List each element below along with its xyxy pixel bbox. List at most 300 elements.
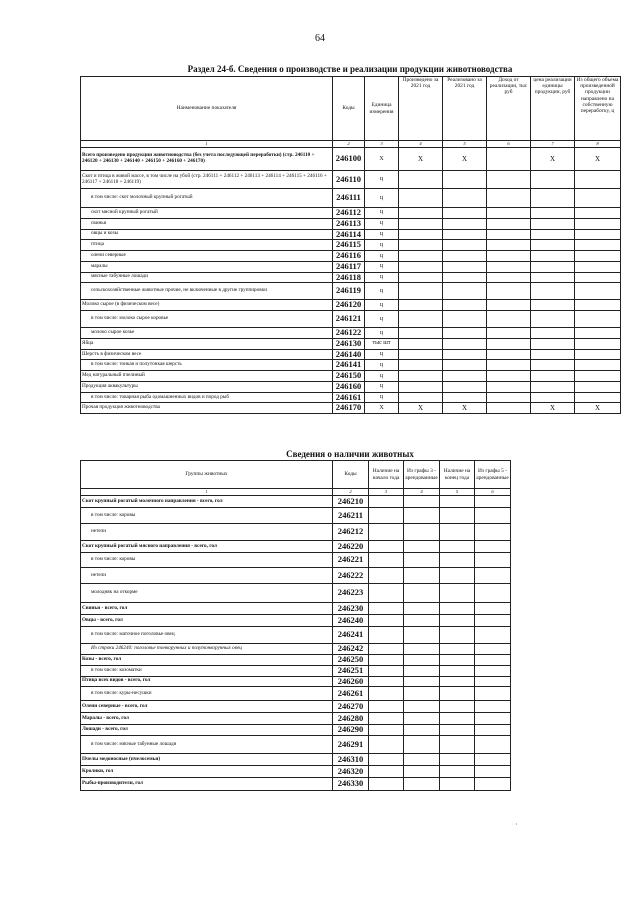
row-code: 246160: [333, 381, 365, 392]
row-name: Яйца: [81, 338, 333, 349]
row-produced-cell[interactable]: [399, 272, 443, 283]
row-value-cell[interactable]: [475, 568, 511, 584]
row-share-cell[interactable]: [575, 171, 621, 189]
row-value-cell[interactable]: [404, 778, 440, 791]
row-value-cell[interactable]: [440, 766, 475, 778]
row-income-cell[interactable]: [487, 360, 531, 371]
row-value-cell[interactable]: [475, 603, 511, 615]
row-price-cell[interactable]: [531, 392, 575, 403]
row-share-cell[interactable]: [575, 338, 621, 349]
row-value-cell[interactable]: [404, 725, 440, 736]
footer-mark: ·: [515, 820, 518, 829]
row-value-cell[interactable]: [475, 541, 511, 553]
row-produced-cell[interactable]: [399, 240, 443, 251]
row-name: в том числе: коровы: [81, 553, 333, 568]
row-produced-cell[interactable]: [399, 171, 443, 189]
row-price-cell[interactable]: [531, 240, 575, 251]
column-number: 1: [81, 489, 333, 496]
row-value-cell[interactable]: [440, 701, 475, 713]
row-code: 246330: [333, 778, 369, 791]
row-value-cell[interactable]: [404, 687, 440, 701]
row-value-cell[interactable]: [440, 508, 475, 524]
row-income-cell[interactable]: [487, 261, 531, 272]
table-row: [81, 148, 621, 171]
row-share-cell[interactable]: [575, 208, 621, 219]
row-value-cell[interactable]: [369, 524, 404, 541]
row-sold-cell[interactable]: [443, 189, 487, 208]
header-start: Наличие на начало года: [369, 461, 404, 489]
row-value-cell[interactable]: [440, 754, 475, 766]
row-value-cell[interactable]: [369, 541, 404, 553]
row-sold-cell[interactable]: [443, 261, 487, 272]
table-row: [81, 240, 621, 251]
row-code: 246270: [333, 701, 369, 713]
row-income-cell[interactable]: [487, 328, 531, 339]
row-share-cell[interactable]: [575, 392, 621, 403]
row-value-cell[interactable]: [440, 553, 475, 568]
row-income-cell[interactable]: [487, 171, 531, 189]
row-produced-cell[interactable]: X: [399, 148, 443, 171]
row-share-cell[interactable]: [575, 272, 621, 283]
table-row: [81, 171, 621, 189]
column-number: 6: [487, 141, 531, 148]
row-code: 246260: [333, 676, 369, 687]
row-produced-cell[interactable]: [399, 251, 443, 262]
row-value-cell[interactable]: [369, 644, 404, 655]
row-value-cell[interactable]: [404, 644, 440, 655]
row-name: Олени северные - всего, гол: [81, 701, 333, 713]
row-value-cell[interactable]: [369, 766, 404, 778]
column-number: 2: [333, 141, 365, 148]
row-value-cell[interactable]: [369, 754, 404, 766]
column-numbers-row: [81, 141, 621, 148]
column-number: 2: [333, 489, 369, 496]
row-value-cell[interactable]: [440, 713, 475, 725]
table-row: [81, 736, 511, 754]
table-row: [81, 381, 621, 392]
row-share-cell[interactable]: [575, 311, 621, 328]
row-value-cell[interactable]: [440, 568, 475, 584]
row-value-cell[interactable]: [440, 541, 475, 553]
row-value-cell[interactable]: [440, 615, 475, 627]
row-value-cell[interactable]: [440, 687, 475, 701]
row-income-cell[interactable]: [487, 148, 531, 171]
row-code: 246251: [333, 665, 369, 676]
row-name: Кролики, гол: [81, 766, 333, 778]
table-row: [81, 603, 511, 615]
row-value-cell[interactable]: [475, 665, 511, 676]
row-share-cell[interactable]: X: [575, 403, 621, 414]
table-row: [81, 627, 511, 644]
row-name: в том числе: молоко сырое коровье: [81, 311, 333, 328]
row-value-cell[interactable]: [440, 665, 475, 676]
row-unit: ц: [365, 208, 399, 219]
row-price-cell[interactable]: [531, 251, 575, 262]
row-value-cell[interactable]: [369, 676, 404, 687]
row-price-cell[interactable]: X: [531, 148, 575, 171]
row-unit: ц: [365, 189, 399, 208]
row-code: 246130: [333, 338, 365, 349]
column-number: 6: [475, 489, 511, 496]
row-name: в том числе: скот молочный крупный рогатый: [81, 189, 333, 208]
row-income-cell[interactable]: [487, 371, 531, 382]
row-sold-cell[interactable]: [443, 283, 487, 300]
row-value-cell[interactable]: [475, 687, 511, 701]
row-value-cell[interactable]: [475, 713, 511, 725]
row-value-cell[interactable]: [440, 627, 475, 644]
row-produced-cell[interactable]: [399, 381, 443, 392]
row-income-cell[interactable]: [487, 338, 531, 349]
row-code: 246210: [333, 496, 369, 508]
row-code: 246117: [333, 261, 365, 272]
row-price-cell[interactable]: [531, 300, 575, 311]
column-number: 7: [531, 141, 575, 148]
row-code: 246112: [333, 208, 365, 219]
row-share-cell[interactable]: [575, 240, 621, 251]
table-row: [81, 615, 511, 627]
row-price-cell[interactable]: [531, 338, 575, 349]
row-name: Маралы - всего, гол: [81, 713, 333, 725]
row-unit: ц: [365, 272, 399, 283]
row-value-cell[interactable]: [475, 644, 511, 655]
row-code: 246115: [333, 240, 365, 251]
row-name: Скот крупный рогатый мясного направления - всего, гол: [81, 541, 333, 553]
row-unit: ц: [365, 392, 399, 403]
row-share-cell[interactable]: [575, 381, 621, 392]
row-value-cell[interactable]: [369, 687, 404, 701]
row-sold-cell[interactable]: [443, 229, 487, 240]
row-share-cell[interactable]: [575, 371, 621, 382]
row-value-cell[interactable]: [369, 725, 404, 736]
row-value-cell[interactable]: [369, 615, 404, 627]
row-value-cell[interactable]: [440, 676, 475, 687]
row-value-cell[interactable]: [369, 713, 404, 725]
row-name: Скот крупный рогатый молочного направления - всего, гол: [81, 496, 333, 508]
row-name: Овцы - всего, гол: [81, 615, 333, 627]
row-produced-cell[interactable]: [399, 371, 443, 382]
column-number: 3: [365, 141, 399, 148]
row-unit: ц: [365, 371, 399, 382]
row-produced-cell[interactable]: [399, 311, 443, 328]
row-produced-cell[interactable]: [399, 338, 443, 349]
row-code: 246261: [333, 687, 369, 701]
row-value-cell[interactable]: [404, 713, 440, 725]
row-sold-cell[interactable]: X: [443, 148, 487, 171]
row-value-cell[interactable]: [404, 496, 440, 508]
row-value-cell[interactable]: [404, 754, 440, 766]
row-price-cell[interactable]: [531, 283, 575, 300]
section2-title: Сведения о наличии животных: [286, 449, 414, 459]
table-row: [81, 644, 511, 655]
row-value-cell[interactable]: [369, 584, 404, 603]
row-share-cell[interactable]: [575, 189, 621, 208]
row-value-cell[interactable]: [369, 496, 404, 508]
row-value-cell[interactable]: [369, 736, 404, 754]
section-title: Раздел 24-б. Сведения о производстве и реализации продукции животноводства: [187, 64, 513, 74]
row-value-cell[interactable]: [440, 496, 475, 508]
row-name: в том числе: товарная рыба одомашненных видов и пород рыб: [81, 392, 333, 403]
row-share-cell[interactable]: [575, 218, 621, 229]
row-price-cell[interactable]: [531, 381, 575, 392]
table-row: [81, 665, 511, 676]
row-value-cell[interactable]: [475, 584, 511, 603]
table-row: [81, 261, 621, 272]
row-produced-cell[interactable]: [399, 360, 443, 371]
row-name: Прочая продукция животноводства: [81, 403, 333, 414]
column-number: 8: [575, 141, 621, 148]
row-value-cell[interactable]: [440, 644, 475, 655]
row-sold-cell[interactable]: [443, 328, 487, 339]
row-produced-cell[interactable]: [399, 300, 443, 311]
row-value-cell[interactable]: [369, 627, 404, 644]
row-value-cell[interactable]: [404, 615, 440, 627]
row-value-cell[interactable]: [404, 584, 440, 603]
row-sold-cell[interactable]: [443, 371, 487, 382]
row-value-cell[interactable]: [404, 766, 440, 778]
row-income-cell[interactable]: [487, 240, 531, 251]
row-share-cell[interactable]: [575, 229, 621, 240]
row-income-cell[interactable]: [487, 272, 531, 283]
header-code: Коды: [333, 77, 365, 141]
row-sold-cell[interactable]: [443, 218, 487, 229]
row-share-cell[interactable]: [575, 283, 621, 300]
row-name: Всего произведено продукции животноводства (без учета последующей переработки) (стр. 246110 + 246120 + 246130 + 246140 + 246150 + 246160 + 246170): [81, 148, 333, 171]
row-value-cell[interactable]: [475, 754, 511, 766]
row-name: Рыбы-производители, гол: [81, 778, 333, 791]
row-price-cell[interactable]: [531, 371, 575, 382]
row-unit: ц: [365, 261, 399, 272]
row-value-cell[interactable]: [404, 665, 440, 676]
row-price-cell[interactable]: [531, 171, 575, 189]
row-name: скот мясной крупный рогатый: [81, 208, 333, 219]
row-income-cell[interactable]: [487, 403, 531, 414]
row-sold-cell[interactable]: [443, 381, 487, 392]
row-code: 246280: [333, 713, 369, 725]
row-price-cell[interactable]: X: [531, 403, 575, 414]
row-sold-cell[interactable]: [443, 311, 487, 328]
table-row: [81, 584, 511, 603]
row-value-cell[interactable]: [475, 508, 511, 524]
row-sold-cell[interactable]: X: [443, 403, 487, 414]
row-value-cell[interactable]: [475, 615, 511, 627]
page-number: 64: [315, 33, 325, 44]
row-price-cell[interactable]: [531, 360, 575, 371]
row-value-cell[interactable]: [404, 701, 440, 713]
row-value-cell[interactable]: [404, 553, 440, 568]
header-end: Наличие на конец года: [440, 461, 475, 489]
row-name: в том числе: мясные табунные лошади: [81, 736, 333, 754]
row-sold-cell[interactable]: [443, 251, 487, 262]
row-share-cell[interactable]: [575, 349, 621, 360]
row-unit: тыс шт: [365, 338, 399, 349]
row-code: 246241: [333, 627, 369, 644]
table-row: [81, 508, 511, 524]
row-value-cell[interactable]: [369, 665, 404, 676]
row-unit: ц: [365, 218, 399, 229]
row-price-cell[interactable]: [531, 328, 575, 339]
row-income-cell[interactable]: [487, 300, 531, 311]
table-row: [81, 311, 621, 328]
row-income-cell[interactable]: [487, 392, 531, 403]
row-sold-cell[interactable]: [443, 360, 487, 371]
table-row: [81, 568, 511, 584]
row-value-cell[interactable]: [404, 627, 440, 644]
row-produced-cell[interactable]: [399, 229, 443, 240]
row-income-cell[interactable]: [487, 208, 531, 219]
row-price-cell[interactable]: [531, 261, 575, 272]
row-price-cell[interactable]: [531, 189, 575, 208]
row-value-cell[interactable]: [440, 725, 475, 736]
row-share-cell[interactable]: [575, 300, 621, 311]
row-value-cell[interactable]: [475, 725, 511, 736]
row-value-cell[interactable]: [475, 654, 511, 665]
row-code: 246223: [333, 584, 369, 603]
row-value-cell[interactable]: [475, 701, 511, 713]
row-value-cell[interactable]: [369, 701, 404, 713]
row-share-cell[interactable]: [575, 360, 621, 371]
row-name: свиньи: [81, 218, 333, 229]
table-row: [81, 338, 621, 349]
row-price-cell[interactable]: [531, 349, 575, 360]
row-value-cell[interactable]: [475, 676, 511, 687]
row-value-cell[interactable]: [369, 508, 404, 524]
row-share-cell[interactable]: [575, 261, 621, 272]
row-code: 246170: [333, 403, 365, 414]
row-income-cell[interactable]: [487, 189, 531, 208]
row-name: нетели: [81, 524, 333, 541]
row-share-cell[interactable]: X: [575, 148, 621, 171]
row-name: Мед натуральный пчелиный: [81, 371, 333, 382]
row-unit: X: [365, 148, 399, 171]
header-sold: Реализовано за 2021 год: [443, 77, 487, 141]
row-value-cell[interactable]: [475, 627, 511, 644]
row-unit: ц: [365, 328, 399, 339]
row-produced-cell[interactable]: [399, 218, 443, 229]
row-income-cell[interactable]: [487, 283, 531, 300]
row-name: сельскохозяйственные животные прочие, не включенные в другие группировки: [81, 283, 333, 300]
row-code: 246140: [333, 349, 365, 360]
row-unit: ц: [365, 349, 399, 360]
row-code: 246290: [333, 725, 369, 736]
row-name: нетели: [81, 568, 333, 584]
row-value-cell[interactable]: [440, 654, 475, 665]
row-name: Лошади - всего, гол: [81, 725, 333, 736]
row-produced-cell[interactable]: [399, 189, 443, 208]
row-price-cell[interactable]: [531, 208, 575, 219]
row-sold-cell[interactable]: [443, 208, 487, 219]
row-name: молоко сырое козье: [81, 328, 333, 339]
row-sold-cell[interactable]: [443, 272, 487, 283]
table-row: [81, 189, 621, 208]
row-unit: ц: [365, 171, 399, 189]
row-value-cell[interactable]: [404, 568, 440, 584]
row-value-cell[interactable]: [440, 778, 475, 791]
row-name: птица: [81, 240, 333, 251]
row-income-cell[interactable]: [487, 349, 531, 360]
row-share-cell[interactable]: [575, 328, 621, 339]
row-value-cell[interactable]: [404, 508, 440, 524]
row-value-cell[interactable]: [404, 654, 440, 665]
row-sold-cell[interactable]: [443, 240, 487, 251]
row-value-cell[interactable]: [404, 603, 440, 615]
row-name: Молоко сырое (в физическом весе): [81, 300, 333, 311]
row-produced-cell[interactable]: [399, 392, 443, 403]
row-unit: X: [365, 403, 399, 414]
row-value-cell[interactable]: [404, 541, 440, 553]
row-price-cell[interactable]: [531, 272, 575, 283]
row-value-cell[interactable]: [369, 654, 404, 665]
row-unit: ц: [365, 381, 399, 392]
row-produced-cell[interactable]: [399, 328, 443, 339]
row-share-cell[interactable]: [575, 251, 621, 262]
row-income-cell[interactable]: [487, 381, 531, 392]
row-produced-cell[interactable]: [399, 208, 443, 219]
row-code: 246150: [333, 371, 365, 382]
row-code: 246240: [333, 615, 369, 627]
row-value-cell[interactable]: [440, 603, 475, 615]
table-row: [81, 496, 511, 508]
row-value-cell[interactable]: [475, 736, 511, 754]
row-value-cell[interactable]: [475, 496, 511, 508]
row-value-cell[interactable]: [475, 553, 511, 568]
row-name: Козы - всего, гол: [81, 654, 333, 665]
row-value-cell[interactable]: [369, 568, 404, 584]
row-value-cell[interactable]: [475, 778, 511, 791]
table-row: [81, 403, 621, 414]
row-sold-cell[interactable]: [443, 171, 487, 189]
row-income-cell[interactable]: [487, 251, 531, 262]
table-row: [81, 754, 511, 766]
row-value-cell[interactable]: [369, 553, 404, 568]
row-value-cell[interactable]: [369, 603, 404, 615]
row-sold-cell[interactable]: [443, 349, 487, 360]
row-sold-cell[interactable]: [443, 392, 487, 403]
row-income-cell[interactable]: [487, 311, 531, 328]
row-produced-cell[interactable]: [399, 261, 443, 272]
row-value-cell[interactable]: [404, 676, 440, 687]
row-value-cell[interactable]: [404, 524, 440, 541]
row-value-cell[interactable]: [369, 778, 404, 791]
row-sold-cell[interactable]: [443, 300, 487, 311]
row-value-cell[interactable]: [475, 524, 511, 541]
column-number: 5: [440, 489, 475, 496]
row-code: 246141: [333, 360, 365, 371]
row-unit: ц: [365, 311, 399, 328]
row-value-cell[interactable]: [440, 736, 475, 754]
header-code2: Коды: [333, 461, 369, 489]
row-value-cell[interactable]: [475, 766, 511, 778]
row-produced-cell[interactable]: [399, 283, 443, 300]
row-income-cell[interactable]: [487, 218, 531, 229]
row-produced-cell[interactable]: [399, 349, 443, 360]
row-name: Из строки 246240: поголовье тонкорунных и полутонкорунных овец: [81, 644, 333, 655]
table-row: [81, 725, 511, 736]
row-code: 246120: [333, 300, 365, 311]
table-row: [81, 676, 511, 687]
row-price-cell[interactable]: [531, 311, 575, 328]
row-price-cell[interactable]: [531, 218, 575, 229]
row-name: в том числе: козоматки: [81, 665, 333, 676]
row-produced-cell[interactable]: X: [399, 403, 443, 414]
row-sold-cell[interactable]: [443, 338, 487, 349]
row-code: 246320: [333, 766, 369, 778]
row-price-cell[interactable]: [531, 229, 575, 240]
row-value-cell[interactable]: [404, 736, 440, 754]
row-income-cell[interactable]: [487, 229, 531, 240]
row-value-cell[interactable]: [440, 584, 475, 603]
row-value-cell[interactable]: [440, 524, 475, 541]
table-row: [81, 553, 511, 568]
